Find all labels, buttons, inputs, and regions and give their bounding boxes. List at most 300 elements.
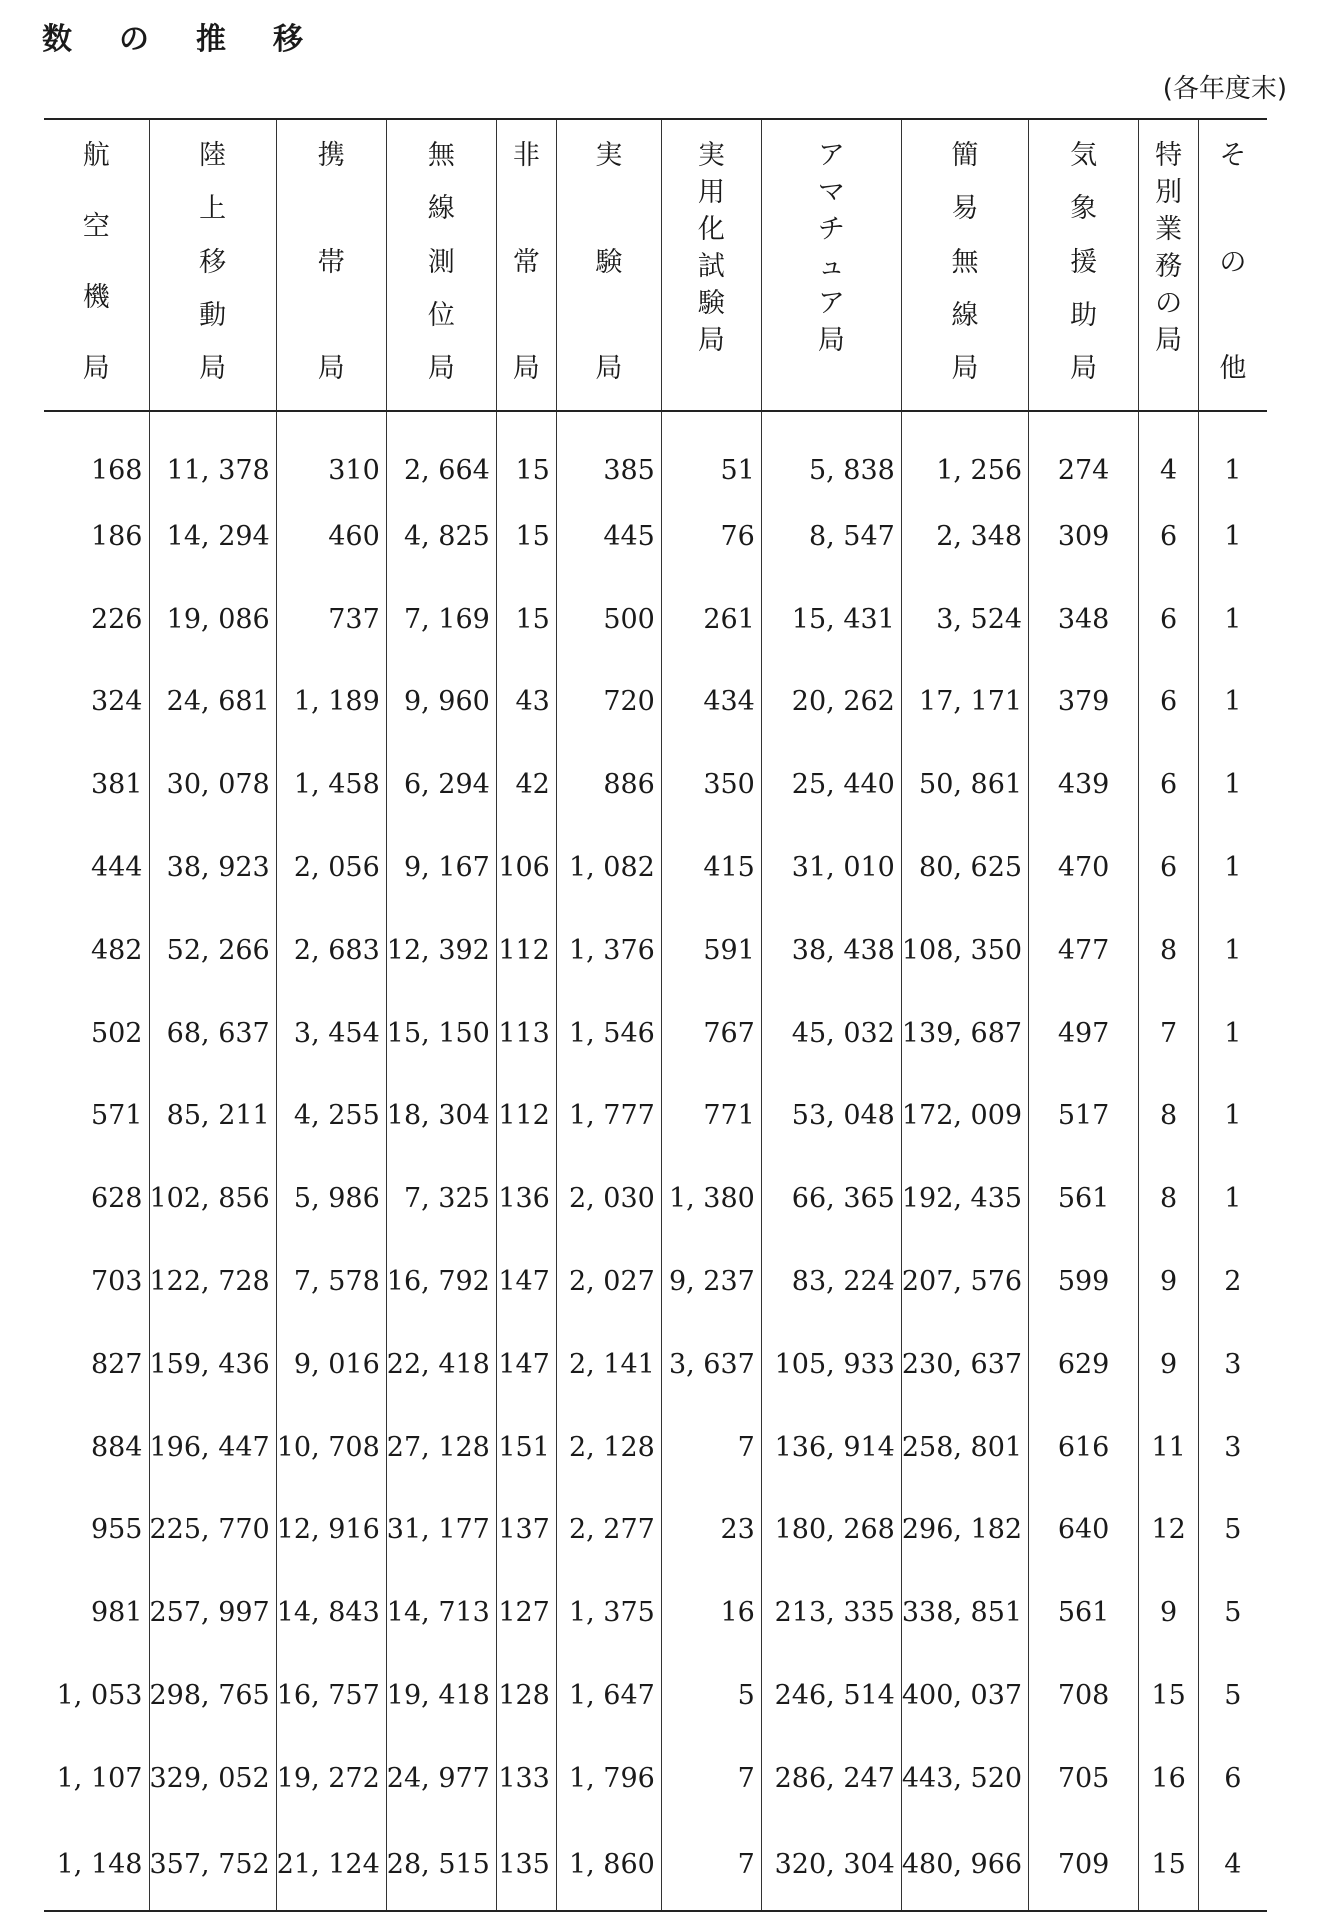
table-cell: 7 (661, 1406, 761, 1489)
table-cell: 28, 515 (386, 1820, 496, 1911)
column-header-char: 携 (317, 140, 345, 171)
table-cell: 6 (1139, 743, 1199, 826)
table-cell: 616 (1029, 1406, 1139, 1489)
table-cell: 5, 986 (276, 1157, 386, 1240)
table-row (44, 1571, 1267, 1654)
table-cell: 381 (44, 743, 149, 826)
column-header (1139, 119, 1199, 411)
table-cell: 737 (276, 578, 386, 661)
table-cell: 708 (1029, 1654, 1139, 1737)
table-cell: 2, 683 (276, 909, 386, 992)
table-cell: 11 (1139, 1406, 1199, 1489)
table-cell: 703 (44, 1240, 149, 1323)
column-header-char: 機 (82, 282, 110, 313)
table-cell: 6 (1139, 661, 1199, 744)
table-cell: 1, 458 (276, 743, 386, 826)
table-cell: 136 (496, 1157, 556, 1240)
table-cell: 7 (661, 1820, 761, 1911)
table-cell: 517 (1029, 1075, 1139, 1158)
column-header-char: 局 (1070, 353, 1098, 384)
column-header-char: そ (1219, 140, 1247, 171)
table-cell: 5 (1224, 1597, 1242, 1629)
table-cell: 771 (661, 1075, 761, 1158)
table-cell: 640 (1029, 1489, 1139, 1572)
table-cell: 7, 169 (386, 578, 496, 661)
table-cell: 385 (556, 411, 661, 495)
table-cell: 1 (1224, 603, 1242, 635)
table-cell: 1 (1224, 1100, 1242, 1132)
table-cell: 2, 141 (556, 1323, 661, 1406)
table-cell: 379 (1029, 661, 1139, 744)
table-cell: 1, 375 (556, 1571, 661, 1654)
column-header-char: 用 (697, 177, 725, 208)
table-cell: 1, 148 (44, 1820, 149, 1911)
table-cell: 5 (1224, 1680, 1242, 1712)
table-cell: 15 (496, 411, 556, 495)
table-cell: 108, 350 (901, 909, 1028, 992)
table-cell: 4 (1224, 1849, 1242, 1881)
table-cell: 3, 637 (661, 1323, 761, 1406)
table-cell: 226 (44, 578, 149, 661)
column-header-char: 試 (697, 251, 725, 282)
table-cell: 357, 752 (149, 1820, 276, 1911)
table-cell: 113 (496, 992, 556, 1075)
table-cell: 168 (44, 411, 149, 495)
table-cell: 415 (661, 826, 761, 909)
column-header (1029, 119, 1139, 411)
table-cell: 38, 923 (149, 826, 276, 909)
table-cell: 460 (276, 495, 386, 578)
table-cell: 6, 294 (386, 743, 496, 826)
table-cell: 27, 128 (386, 1406, 496, 1489)
table-cell: 9, 237 (661, 1240, 761, 1323)
table-row (44, 992, 1267, 1075)
column-header-char: 局 (82, 353, 110, 384)
table-cell: 133 (496, 1737, 556, 1820)
title-char: の (119, 22, 149, 57)
table-cell: 6 (1139, 578, 1199, 661)
table-cell: 1, 376 (556, 909, 661, 992)
table-cell: 767 (661, 992, 761, 1075)
column-header-char: 特 (1155, 140, 1183, 171)
table-cell: 1, 256 (901, 411, 1028, 495)
table-row (44, 661, 1267, 744)
column-header (496, 119, 556, 411)
table-cell: 20, 262 (761, 661, 901, 744)
table-cell: 112 (496, 909, 556, 992)
table-cell: 1, 647 (556, 1654, 661, 1737)
table-cell: 482 (44, 909, 149, 992)
table-cell: 470 (1029, 826, 1139, 909)
column-header (149, 119, 276, 411)
column-header-char: 無 (951, 246, 979, 278)
column-header-char: 無 (427, 140, 455, 171)
table-cell: 1 (1224, 852, 1242, 884)
table-cell: 2, 056 (276, 826, 386, 909)
column-header-char: 陸 (199, 140, 227, 171)
table-cell: 14, 843 (276, 1571, 386, 1654)
table-cell: 9, 016 (276, 1323, 386, 1406)
table-row (44, 743, 1267, 826)
table-cell: 599 (1029, 1240, 1139, 1323)
table-cell: 561 (1029, 1157, 1139, 1240)
table-cell: 16, 792 (386, 1240, 496, 1323)
table-cell: 500 (556, 578, 661, 661)
table-cell: 1 (1224, 1183, 1242, 1215)
column-header-char: 上 (199, 193, 227, 225)
table-cell: 443, 520 (901, 1737, 1028, 1820)
table-cell: 128 (496, 1654, 556, 1737)
table-cell: 6 (1139, 495, 1199, 578)
table-cell: 591 (661, 909, 761, 992)
table-cell: 16, 757 (276, 1654, 386, 1737)
column-header-char: 実 (595, 140, 623, 171)
table-cell: 628 (44, 1157, 149, 1240)
table-cell: 1 (1224, 686, 1242, 718)
table-cell: 112 (496, 1075, 556, 1158)
table-cell: 43 (496, 661, 556, 744)
table-cell: 1 (1224, 934, 1242, 966)
table-cell: 1, 107 (44, 1737, 149, 1820)
table-cell: 3 (1224, 1431, 1242, 1463)
column-header-char: 線 (427, 193, 455, 225)
column-header-char: 帯 (317, 246, 345, 278)
table-cell: 136, 914 (761, 1406, 901, 1489)
table-cell: 52, 266 (149, 909, 276, 992)
table-cell: 400, 037 (901, 1654, 1028, 1737)
table-cell: 105, 933 (761, 1323, 901, 1406)
table-cell: 5 (1224, 1514, 1242, 1546)
table-cell: 3, 454 (276, 992, 386, 1075)
table-cell: 1 (1224, 1017, 1242, 1049)
table-cell: 11, 378 (149, 411, 276, 495)
table-cell: 720 (556, 661, 661, 744)
table-cell: 5 (661, 1654, 761, 1737)
table-cell: 19, 272 (276, 1737, 386, 1820)
table-cell: 16 (1139, 1737, 1199, 1820)
column-header-char: 局 (817, 325, 845, 356)
table-cell: 310 (276, 411, 386, 495)
table-row (44, 909, 1267, 992)
table-cell: 15 (1139, 1654, 1199, 1737)
table-cell: 329, 052 (149, 1737, 276, 1820)
table-row (44, 1489, 1267, 1572)
column-header-char: 実 (697, 140, 725, 171)
table-cell: 15 (496, 578, 556, 661)
table-cell: 320, 304 (761, 1820, 901, 1911)
table-cell: 45, 032 (761, 992, 901, 1075)
column-header-char: 易 (951, 193, 979, 225)
table-cell: 286, 247 (761, 1737, 901, 1820)
table-cell: 7, 578 (276, 1240, 386, 1323)
table-cell: 9 (1139, 1240, 1199, 1323)
column-header (386, 119, 496, 411)
table-cell: 68, 637 (149, 992, 276, 1075)
table-cell: 22, 418 (386, 1323, 496, 1406)
table-row (44, 1654, 1267, 1737)
table-cell: 3 (1224, 1348, 1242, 1380)
table-cell: 480, 966 (901, 1820, 1028, 1911)
table-cell: 135 (496, 1820, 556, 1911)
table-cell: 955 (44, 1489, 149, 1572)
table-cell: 827 (44, 1323, 149, 1406)
table-cell: 571 (44, 1075, 149, 1158)
table-cell: 207, 576 (901, 1240, 1028, 1323)
table-row (44, 495, 1267, 578)
table-cell: 31, 177 (386, 1489, 496, 1572)
table-cell: 106 (496, 826, 556, 909)
column-header (901, 119, 1028, 411)
table-cell: 147 (496, 1323, 556, 1406)
table-cell: 309 (1029, 495, 1139, 578)
table-cell: 2, 664 (386, 411, 496, 495)
table-cell: 1, 796 (556, 1737, 661, 1820)
column-header-char: マ (817, 177, 845, 208)
column-header-char: 験 (595, 246, 623, 278)
table-cell: 981 (44, 1571, 149, 1654)
table-cell: 196, 447 (149, 1406, 276, 1489)
column-header-char: 局 (427, 353, 455, 384)
table-cell: 15 (1139, 1820, 1199, 1911)
table-cell: 122, 728 (149, 1240, 276, 1323)
table-cell: 477 (1029, 909, 1139, 992)
table-cell: 17, 171 (901, 661, 1028, 744)
table-cell: 246, 514 (761, 1654, 901, 1737)
table-cell: 4, 825 (386, 495, 496, 578)
table-cell: 3, 524 (901, 578, 1028, 661)
column-header-char: 空 (82, 211, 110, 242)
column-header-char: チ (817, 214, 845, 245)
table-cell: 1 (1224, 455, 1242, 486)
table-cell: 2, 027 (556, 1240, 661, 1323)
table-cell: 709 (1029, 1820, 1139, 1911)
table-cell: 350 (661, 743, 761, 826)
table-cell: 1 (1224, 520, 1242, 552)
table-cell: 274 (1029, 411, 1139, 495)
table-cell: 434 (661, 661, 761, 744)
title-char: 移 (273, 22, 303, 57)
column-header (661, 119, 761, 411)
table-row (44, 1820, 1267, 1911)
table-row (44, 826, 1267, 909)
table-cell: 66, 365 (761, 1157, 901, 1240)
table-cell: 884 (44, 1406, 149, 1489)
table-cell: 213, 335 (761, 1571, 901, 1654)
table-row (44, 411, 1267, 495)
column-header-char: 非 (512, 140, 540, 171)
table-cell: 348 (1029, 578, 1139, 661)
column-header-char: 業 (1155, 214, 1183, 245)
column-header-char: 援 (1070, 246, 1098, 278)
table-row (44, 1406, 1267, 1489)
table-row (44, 1157, 1267, 1240)
table-cell: 5, 838 (761, 411, 901, 495)
column-header-char: ュ (817, 251, 845, 282)
table-cell: 298, 765 (149, 1654, 276, 1737)
table-cell: 225, 770 (149, 1489, 276, 1572)
table-cell: 7, 325 (386, 1157, 496, 1240)
column-header-char: 局 (595, 353, 623, 384)
table-cell: 1 (1224, 769, 1242, 801)
table-cell: 25, 440 (761, 743, 901, 826)
table-cell: 886 (556, 743, 661, 826)
table-cell: 85, 211 (149, 1075, 276, 1158)
table-cell: 1, 053 (44, 1654, 149, 1737)
table-row (44, 578, 1267, 661)
table-cell: 172, 009 (901, 1075, 1028, 1158)
table-cell: 1, 082 (556, 826, 661, 909)
table-cell: 38, 438 (761, 909, 901, 992)
table-cell: 2, 348 (901, 495, 1028, 578)
table-cell: 15, 150 (386, 992, 496, 1075)
table-cell: 23 (661, 1489, 761, 1572)
table-cell: 186 (44, 495, 149, 578)
table-cell: 6 (1224, 1762, 1242, 1794)
table-cell: 180, 268 (761, 1489, 901, 1572)
column-header-char: 常 (512, 246, 540, 278)
column-header-char: 局 (199, 353, 227, 384)
table-cell: 261 (661, 578, 761, 661)
table-cell: 9 (1139, 1571, 1199, 1654)
table-cell: 10, 708 (276, 1406, 386, 1489)
table-cell: 50, 861 (901, 743, 1028, 826)
title-char: 推 (196, 22, 226, 57)
table-row (44, 1323, 1267, 1406)
table-cell: 14, 294 (149, 495, 276, 578)
column-header-char: 移 (199, 246, 227, 278)
table-cell: 16 (661, 1571, 761, 1654)
table-cell: 629 (1029, 1323, 1139, 1406)
column-header (1199, 119, 1267, 411)
table-cell: 42 (496, 743, 556, 826)
table-cell: 257, 997 (149, 1571, 276, 1654)
column-header-char: 助 (1070, 299, 1098, 331)
table-row (44, 1075, 1267, 1158)
table-cell: 192, 435 (901, 1157, 1028, 1240)
table-cell: 1, 777 (556, 1075, 661, 1158)
table-cell: 2, 277 (556, 1489, 661, 1572)
column-header-char: 験 (697, 288, 725, 319)
table-cell: 445 (556, 495, 661, 578)
table-cell: 2 (1224, 1266, 1242, 1298)
column-header-char: 局 (951, 353, 979, 384)
table-cell: 8 (1139, 909, 1199, 992)
table-cell: 4 (1139, 411, 1199, 495)
table-cell: 7 (1139, 992, 1199, 1075)
table-cell: 15 (496, 495, 556, 578)
table-cell: 4, 255 (276, 1075, 386, 1158)
year-end-note: (各年度末) (1162, 74, 1287, 104)
table-cell: 258, 801 (901, 1406, 1028, 1489)
table-row (44, 1737, 1267, 1820)
table-cell: 444 (44, 826, 149, 909)
table-cell: 8 (1139, 1157, 1199, 1240)
column-header-char: の (1219, 246, 1247, 278)
column-header-char: ア (817, 288, 845, 319)
column-header-char: 測 (427, 246, 455, 278)
table-cell: 127 (496, 1571, 556, 1654)
table-cell: 139, 687 (901, 992, 1028, 1075)
table-cell: 24, 977 (386, 1737, 496, 1820)
table-cell: 9, 960 (386, 661, 496, 744)
column-header-char: 局 (697, 325, 725, 356)
table-cell: 9, 167 (386, 826, 496, 909)
page-title (42, 14, 350, 58)
table-cell: 1, 380 (661, 1157, 761, 1240)
title-char: 数 (42, 22, 72, 57)
column-header-char: 務 (1155, 251, 1183, 282)
table-cell: 31, 010 (761, 826, 901, 909)
table-cell: 53, 048 (761, 1075, 901, 1158)
table-cell: 21, 124 (276, 1820, 386, 1911)
table-cell: 561 (1029, 1571, 1139, 1654)
table-cell: 230, 637 (901, 1323, 1028, 1406)
column-header-char: 航 (82, 140, 110, 171)
table-cell: 2, 128 (556, 1406, 661, 1489)
table-cell: 147 (496, 1240, 556, 1323)
column-header-char: 局 (512, 353, 540, 384)
table-cell: 439 (1029, 743, 1139, 826)
column-header (276, 119, 386, 411)
table-cell: 296, 182 (901, 1489, 1028, 1572)
table-cell: 8 (1139, 1075, 1199, 1158)
column-header-char: 別 (1155, 177, 1183, 208)
column-header-char: 簡 (951, 140, 979, 171)
table-cell: 151 (496, 1406, 556, 1489)
table-cell: 2, 030 (556, 1157, 661, 1240)
table-cell: 102, 856 (149, 1157, 276, 1240)
column-header-char: 線 (951, 299, 979, 331)
station-count-table (44, 118, 1267, 1912)
table-cell: 76 (661, 495, 761, 578)
table-cell: 705 (1029, 1737, 1139, 1820)
table-cell: 19, 418 (386, 1654, 496, 1737)
column-header-char: 他 (1219, 353, 1247, 384)
table-cell: 1, 546 (556, 992, 661, 1075)
column-header-char: 気 (1070, 140, 1098, 171)
column-header (556, 119, 661, 411)
table-cell: 83, 224 (761, 1240, 901, 1323)
column-header-char: 動 (199, 299, 227, 331)
table-cell: 497 (1029, 992, 1139, 1075)
table-cell: 19, 086 (149, 578, 276, 661)
table-cell: 502 (44, 992, 149, 1075)
column-header-char: 象 (1070, 193, 1098, 225)
table-cell: 9 (1139, 1323, 1199, 1406)
table-cell: 6 (1139, 826, 1199, 909)
column-header-char: 位 (427, 299, 455, 331)
table-cell: 30, 078 (149, 743, 276, 826)
table-row (44, 1240, 1267, 1323)
table-cell: 51 (661, 411, 761, 495)
column-header-char: 局 (317, 353, 345, 384)
table-cell: 24, 681 (149, 661, 276, 744)
column-header-char: ア (817, 140, 845, 171)
table-cell: 324 (44, 661, 149, 744)
column-header-char: 化 (697, 214, 725, 245)
header-row (44, 119, 1267, 411)
table-cell: 1, 860 (556, 1820, 661, 1911)
table-cell: 12 (1139, 1489, 1199, 1572)
column-header-char: 局 (1155, 325, 1183, 356)
table-cell: 8, 547 (761, 495, 901, 578)
table-cell: 137 (496, 1489, 556, 1572)
table-cell: 159, 436 (149, 1323, 276, 1406)
column-header-char: の (1155, 288, 1183, 319)
table-cell: 18, 304 (386, 1075, 496, 1158)
column-header (761, 119, 901, 411)
table-cell: 1, 189 (276, 661, 386, 744)
